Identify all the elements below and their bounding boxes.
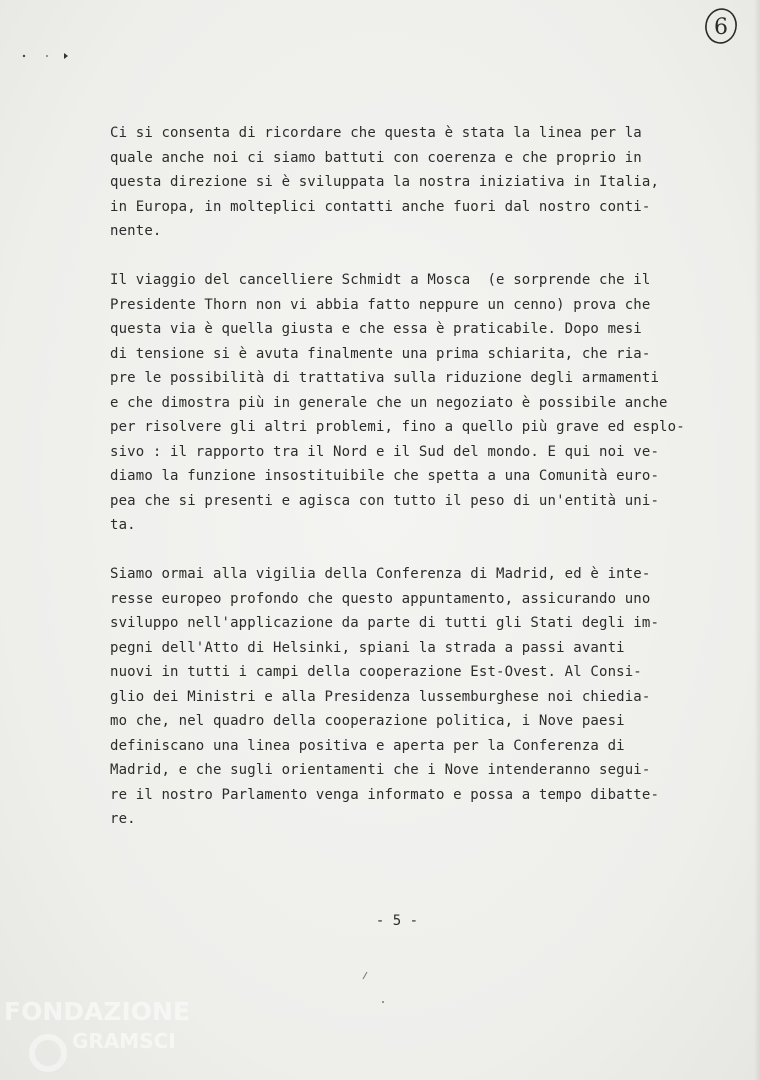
text-line: in Europa, in molteplici contatti anche fuori dal nostro conti- bbox=[110, 198, 651, 215]
handwritten-page-mark: 6 bbox=[714, 15, 728, 40]
text-line: pea che si presenti e agisca con tutto il peso di un'entità uni- bbox=[110, 492, 660, 509]
text-line: definiscano una linea positiva e aperta per la Conferenza di bbox=[110, 737, 625, 754]
text-line: pegni dell'Atto di Helsinki, spiani la strada a passi avanti bbox=[110, 639, 625, 656]
text-line: sivo : il rapporto tra il Nord e il Sud del mondo. E qui noi ve- bbox=[110, 443, 660, 460]
corner-punch-marks bbox=[22, 50, 82, 62]
text-line: Siamo ormai alla vigilia della Conferenza di Madrid, ed è inte- bbox=[110, 566, 651, 582]
text-line: Presidente Thorn non vi abbia fatto neppure un cenno) prova che bbox=[110, 296, 651, 313]
text-line: di tensione si è avuta finalmente una prima schiarita, che ria- bbox=[110, 345, 651, 362]
text-line: Il viaggio del cancelliere Schmidt a Mosca (e sorprende che il bbox=[110, 272, 651, 288]
handwritten-page-number bbox=[703, 6, 739, 46]
paragraph-1 bbox=[110, 121, 720, 244]
text-line: re il nostro Parlamento venga informato e possa a tempo dibatte- bbox=[110, 786, 660, 803]
text-line: quale anche noi ci siamo battuti con coerenza e che proprio in bbox=[110, 149, 642, 166]
text-line: e che dimostra più in generale che un negoziato è possibile anche bbox=[110, 394, 668, 411]
text-line: re. bbox=[110, 811, 136, 827]
paragraph-3 bbox=[110, 562, 720, 832]
page-number: - 5 - bbox=[375, 913, 419, 929]
text-line: per risolvere gli altri problemi, fino a quello più grave ed esplo- bbox=[110, 419, 685, 435]
text-line: sviluppo nell'applicazione da parte di tutti gli Stati degli im- bbox=[110, 615, 660, 631]
text-line: diamo la funzione insostituibile che spetta a una Comunità euro- bbox=[110, 468, 660, 484]
text-line: resse europeo profondo che questo appuntamento, assicurando uno bbox=[110, 590, 651, 607]
paragraph-2 bbox=[110, 268, 720, 538]
text-line: questa direzione si è sviluppata la nostra iniziativa in Italia, bbox=[110, 174, 660, 190]
text-line: Madrid, e che sugli orientamenti che i Nove intenderanno segui- bbox=[110, 762, 651, 778]
document-body bbox=[110, 121, 720, 856]
scan-stray-marks bbox=[350, 960, 410, 1010]
text-line: glio dei Ministri e alla Presidenza lussemburghese noi chiedia- bbox=[110, 688, 651, 705]
text-line: questa via è quella giusta e che essa è praticabile. Dopo mesi bbox=[110, 321, 642, 337]
watermark-line-2: GRAMSCI bbox=[72, 1029, 176, 1053]
text-line: nuovi in tutti i campi della cooperazione Est-Ovest. Al Consi- bbox=[110, 664, 642, 680]
watermark-line-1: FONDAZIONE bbox=[4, 997, 191, 1026]
text-line: mo che, nel quadro della cooperazione politica, i Nove paesi bbox=[110, 713, 625, 729]
text-line: Ci si consenta di ricordare che questa è stata la linea per la bbox=[110, 125, 642, 141]
text-line: ta. bbox=[110, 517, 136, 533]
archive-watermark bbox=[0, 990, 240, 1080]
text-line: nente. bbox=[110, 223, 162, 239]
text-line: pre le possibilità di trattativa sulla riduzione degli armamenti bbox=[110, 370, 660, 386]
